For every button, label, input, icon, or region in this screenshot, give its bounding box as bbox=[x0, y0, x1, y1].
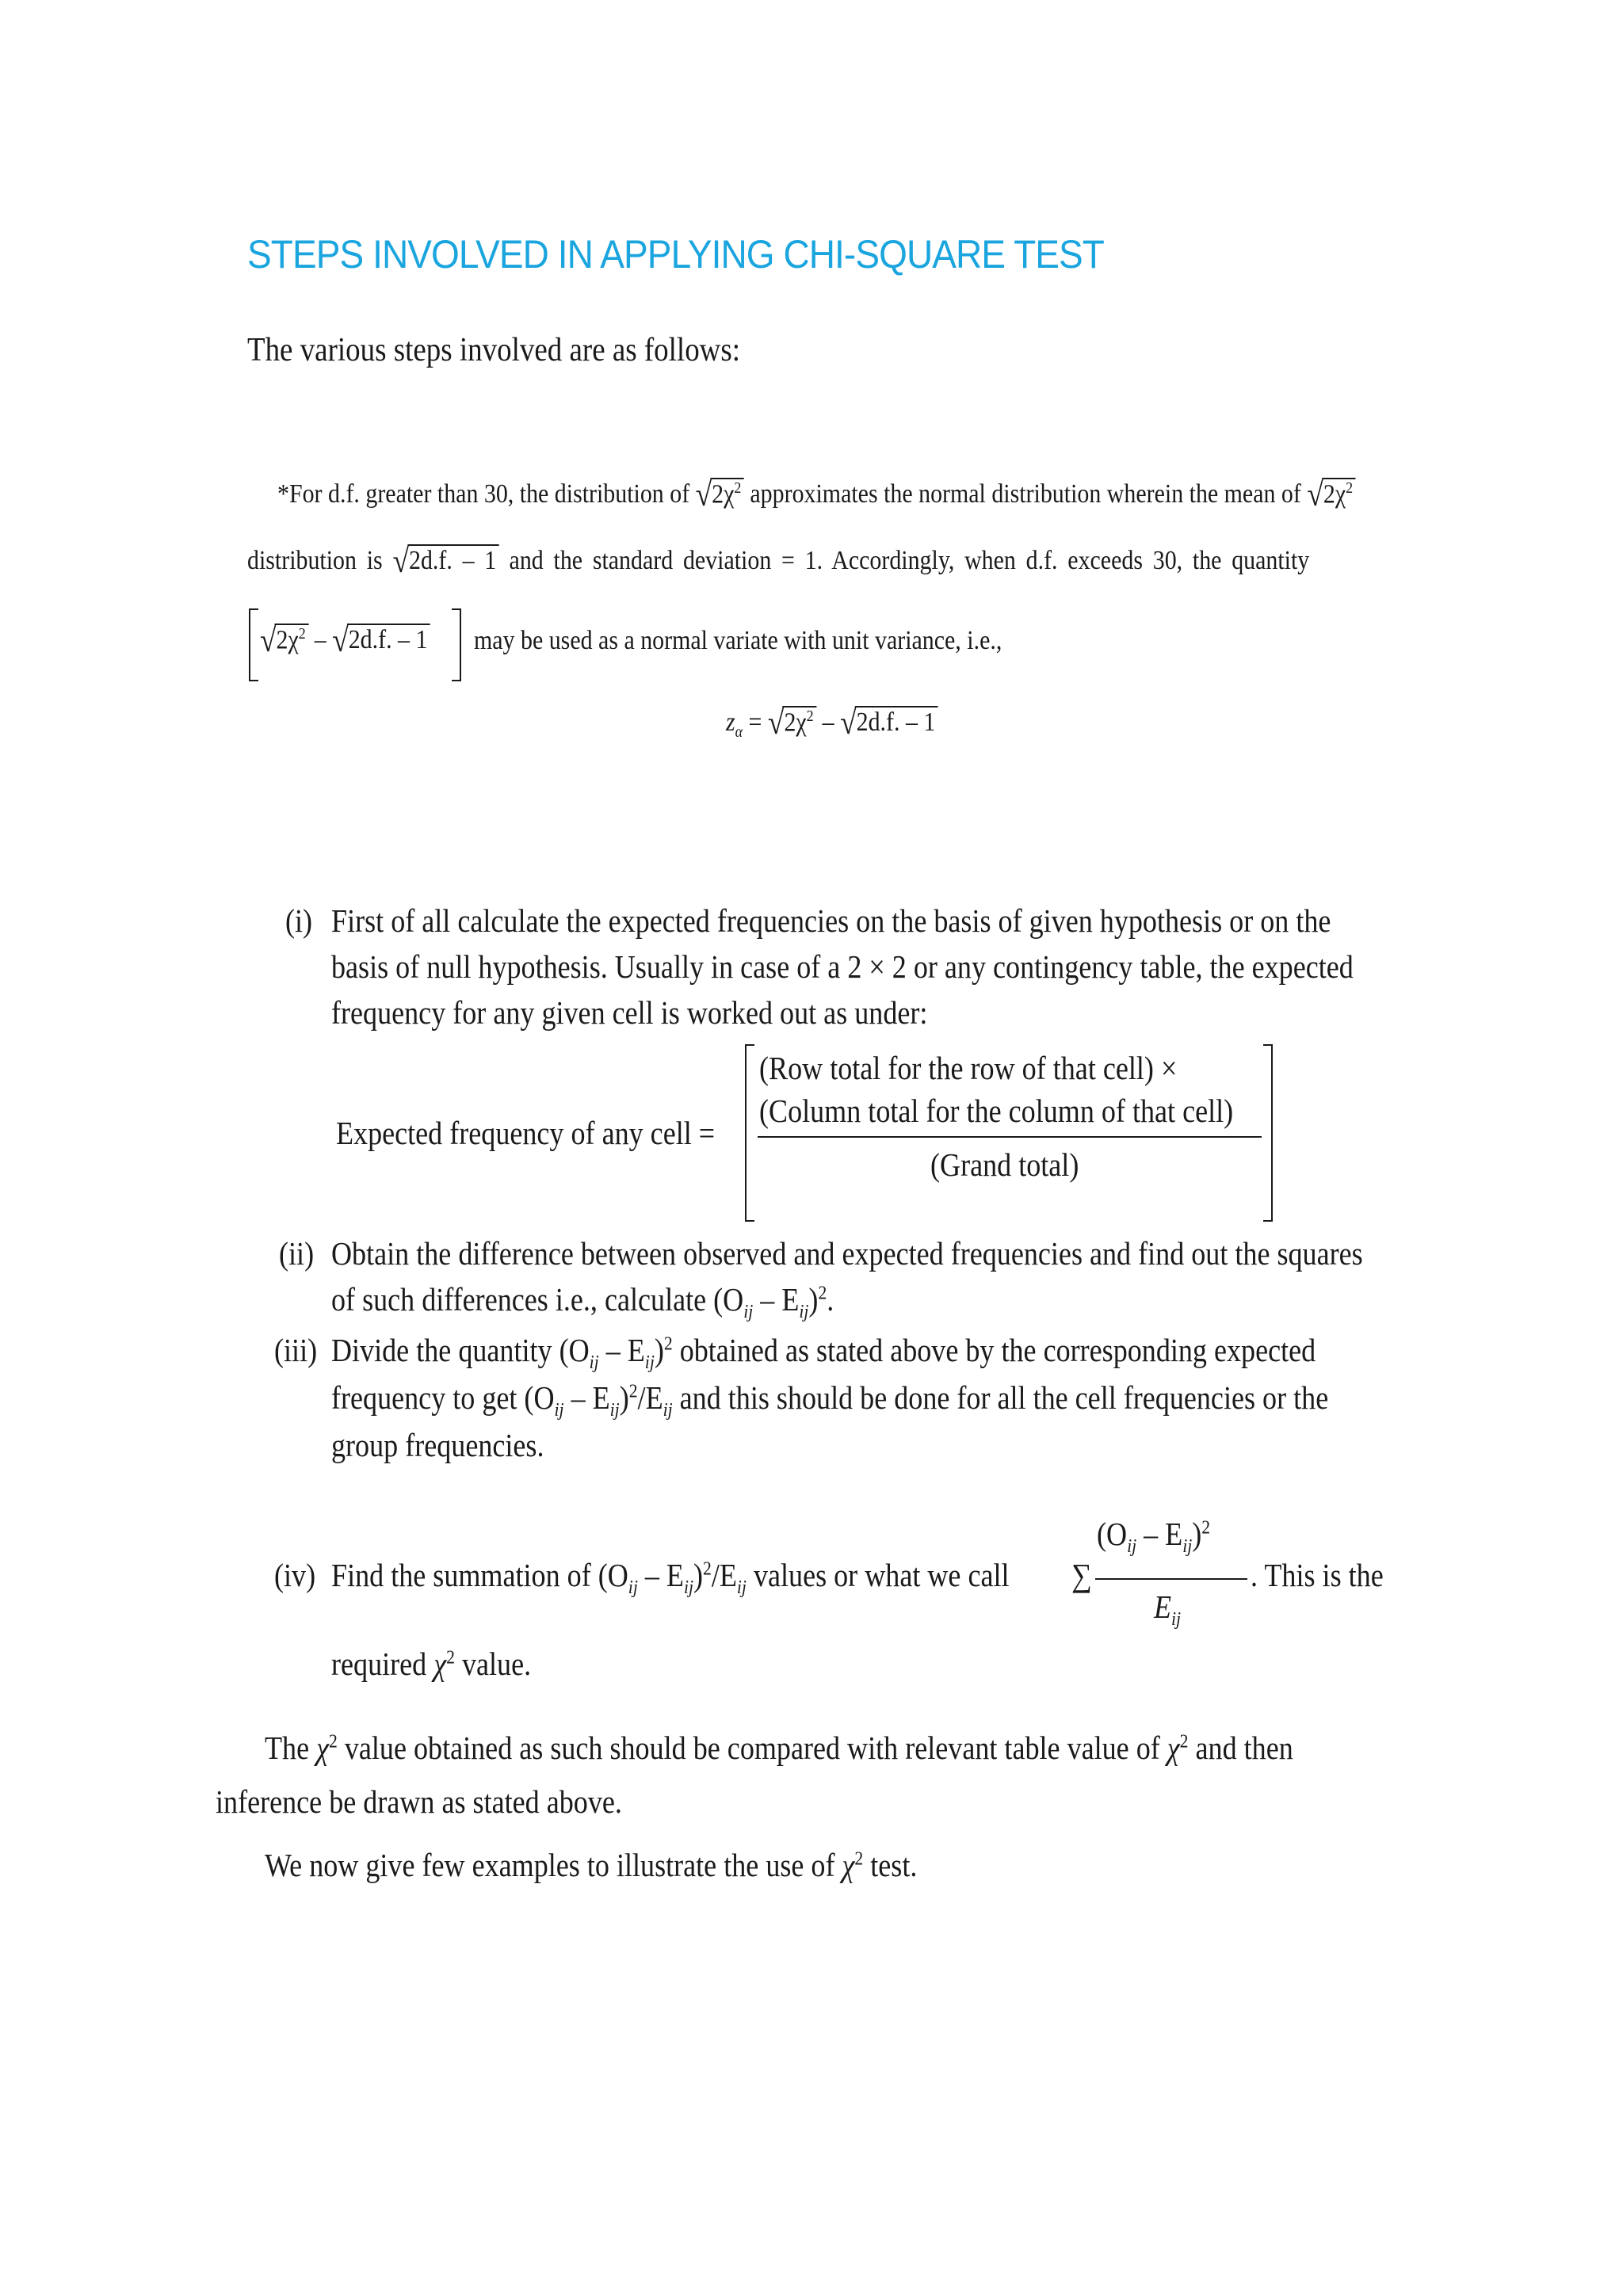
footnote-text: and the standard deviation = 1. Accordingly, when d.f. exceeds 30, the quantity bbox=[509, 546, 1310, 575]
radicand: $2\chi^2$ bbox=[783, 706, 817, 738]
step-i-line-3: frequency for any given cell is worked out as under: bbox=[331, 994, 928, 1031]
step-iii-line-2: frequency to get $(O_{ij} - E_{ij})^2/E_{ij}$ and this should be done for all the cell frequencies or the bbox=[331, 1379, 1329, 1421]
step-iv-label: (iv) bbox=[274, 1557, 316, 1593]
footnote-line-3: $√2\chi^2 - √2d.f$. – 1 bbox=[260, 621, 430, 660]
step-ii-line-2: of such differences i.e., calculate $(O_{ij} - E_{ij})^2$. bbox=[331, 1281, 834, 1323]
closing-line-2: inference be drawn as stated above. bbox=[216, 1783, 622, 1820]
footnote-text: approximates the normal distribution wherein the mean of bbox=[750, 479, 1301, 509]
formula-denominator: (Grand total) bbox=[930, 1146, 1079, 1183]
sqrt-sign-icon: √ bbox=[1307, 476, 1323, 513]
left-bracket bbox=[249, 608, 258, 681]
intro-text: The various steps involved are as follows: bbox=[247, 332, 741, 368]
footnote-line-1 bbox=[277, 475, 1356, 514]
radicand: $2\chi^2$ bbox=[275, 624, 309, 655]
step-iv-line-1: Find the summation of $(O_{ij} - E_{ij})^2/E_{ij}$ values or what we call bbox=[331, 1557, 1010, 1599]
closing-line-3: We now give few examples to illustrate the use of $\chi^2$ test. bbox=[265, 1847, 918, 1883]
formula-numerator-2: (Column total for the column of that cell) bbox=[759, 1093, 1234, 1129]
step-iv-tail: . This is the bbox=[1251, 1557, 1384, 1593]
right-bracket bbox=[1263, 1044, 1273, 1222]
sqrt-sign-icon: √ bbox=[392, 543, 409, 580]
sqrt-sign-icon: √ bbox=[767, 704, 785, 742]
step-i-line-2: basis of null hypothesis. Usually in case of a 2 × 2 or any contingency table, the expected bbox=[331, 948, 1354, 985]
footnote-line-2 bbox=[247, 542, 1309, 581]
sigma-icon: ∑ bbox=[1071, 1557, 1092, 1593]
radicand: 2d.f. – 1 bbox=[347, 624, 430, 654]
step-ii-label: (ii) bbox=[279, 1235, 315, 1272]
footnote-text: distribution is bbox=[247, 546, 383, 575]
right-bracket bbox=[452, 608, 461, 681]
step-iv-line-2: required $\chi^2$ value. bbox=[331, 1646, 532, 1682]
step-ii-line-1: Obtain the difference between observed and expected frequencies and find out the squares bbox=[331, 1235, 1363, 1272]
fraction-bar bbox=[1095, 1578, 1247, 1580]
radicand: 2d.f. – 1 bbox=[407, 544, 499, 575]
closing-line-1: The $\chi^2$ value obtained as such should be compared with relevant table value of $\chi^2$ and then bbox=[265, 1730, 1293, 1766]
step-i-line-1: First of all calculate the expected frequencies on the basis of given hypothesis or on the bbox=[331, 902, 1331, 939]
step-iii-line-1: Divide the quantity $(O_{ij} - E_{ij})^2$ obtained as stated above by the corresponding expected bbox=[331, 1332, 1316, 1374]
radicand: $2\chi^2$ bbox=[710, 478, 744, 509]
frac-numerator: $(O_{ij} - E_{ij})^2$ bbox=[1097, 1516, 1211, 1558]
step-iii-label: (iii) bbox=[274, 1332, 318, 1368]
left-bracket bbox=[745, 1044, 754, 1222]
section-heading: STEPS INVOLVED IN APPLYING CHI-SQUARE TEST bbox=[247, 232, 1104, 277]
z-alpha-formula: $z_\alpha = √2\chi^2 - √2d.f$. – 1 bbox=[726, 704, 938, 742]
sqrt-sign-icon: √ bbox=[332, 622, 349, 659]
fraction-bar bbox=[758, 1136, 1262, 1138]
sqrt-sign-icon: √ bbox=[840, 704, 857, 742]
step-i-label: (i) bbox=[285, 902, 313, 939]
sqrt-sign-icon: √ bbox=[260, 622, 277, 659]
sqrt-sign-icon: √ bbox=[695, 476, 712, 513]
step-iii-line-3: group frequencies. bbox=[331, 1427, 544, 1463]
radicand: $2\chi^2$ bbox=[1322, 478, 1356, 509]
footnote-text: *For d.f. greater than 30, the distribution of bbox=[277, 479, 690, 509]
footnote-text: may be used as a normal variate with unit variance, i.e., bbox=[474, 626, 1002, 655]
frac-denominator: $E_{ij}$ bbox=[1154, 1589, 1182, 1630]
radicand: 2d.f. – 1 bbox=[855, 706, 938, 737]
formula-lhs: Expected frequency of any cell = bbox=[336, 1115, 716, 1151]
formula-numerator-1: (Row total for the row of that cell) × bbox=[759, 1050, 1178, 1086]
